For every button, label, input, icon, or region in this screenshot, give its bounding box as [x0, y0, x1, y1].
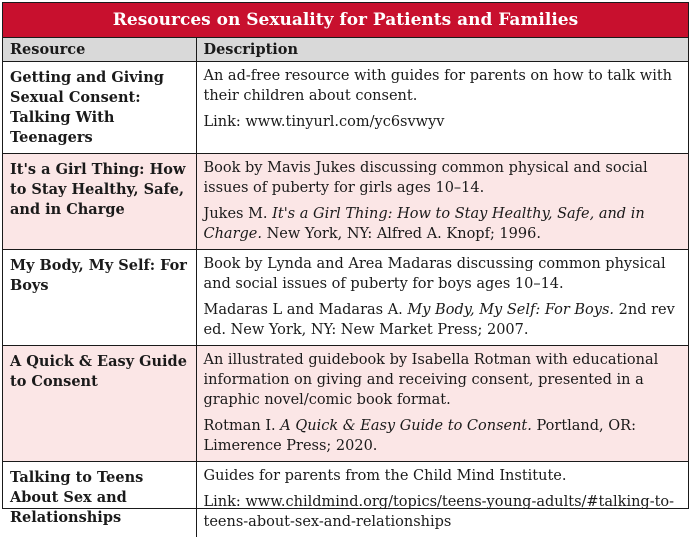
resource-description-cell — [196, 462, 688, 537]
resource-name: Getting and Giving Sexual Consent: Talking With Teenagers — [3, 62, 196, 154]
table-row — [3, 346, 688, 462]
citation-title: It's a Girl Thing: How to Stay Healthy, Safe, and in Charge. — [204, 206, 645, 242]
table-row — [3, 462, 688, 537]
resource-name: My Body, My Self: For Boys — [3, 250, 196, 346]
citation-publisher: 2nd rev ed. New York, NY: New Market Press; 2007. — [204, 302, 675, 338]
citation-publisher: New York, NY: Alfred A. Knopf; 1996. — [262, 226, 541, 242]
resource-citation — [204, 204, 682, 244]
citation-title: A Quick & Easy Guide to Consent. — [280, 418, 532, 434]
citation-text: Link: www.tinyurl.com/yc6svwyv — [204, 114, 445, 130]
resource-name: It's a Girl Thing: How to Stay Healthy, Safe, and in Charge — [3, 154, 196, 250]
table-row — [3, 250, 688, 346]
citation-publisher: Portland, OR: Limerence Press; 2020. — [204, 418, 636, 454]
citation-author: Rotman I. — [204, 418, 281, 434]
resource-name: Talking to Teens About Sex and Relationships — [3, 462, 196, 537]
resource-citation — [204, 492, 682, 532]
resource-description-cell — [196, 154, 688, 250]
column-header-resource: Resource — [3, 38, 196, 62]
table-row — [3, 62, 688, 154]
resource-description: An illustrated guidebook by Isabella Rotman with educational information on giving and receiving consent, presented in a graphic novel/comic book format. — [204, 350, 682, 410]
column-header-description: Description — [196, 38, 688, 62]
resource-citation — [204, 112, 682, 132]
citation-text: Link: www.childmind.org/topics/teens-young-adults/#talking-to-teens-about-sex-and-relationships — [204, 494, 675, 530]
resource-citation — [204, 416, 682, 456]
resource-name: A Quick & Easy Guide to Consent — [3, 346, 196, 462]
resource-description: An ad-free resource with guides for parents on how to talk with their children about consent. — [204, 66, 682, 106]
resources-table-box — [2, 2, 689, 509]
header-row — [3, 38, 688, 62]
citation-title: My Body, My Self: For Boys. — [407, 302, 614, 318]
table-row — [3, 154, 688, 250]
citation-author: Jukes M. — [204, 206, 273, 222]
resource-description: Guides for parents from the Child Mind Institute. — [204, 466, 682, 486]
resource-description: Book by Lynda and Area Madaras discussing common physical and social issues of puberty for boys ages 10–14. — [204, 254, 682, 294]
resource-description-cell — [196, 250, 688, 346]
resource-citation — [204, 300, 682, 340]
resource-description-cell — [196, 346, 688, 462]
resources-table — [3, 38, 688, 537]
resource-description: Book by Mavis Jukes discussing common physical and social issues of puberty for girls ages 10–14. — [204, 158, 682, 198]
table-title: Resources on Sexuality for Patients and Families — [3, 3, 688, 38]
citation-author: Madaras L and Madaras A. — [204, 302, 408, 318]
resource-description-cell — [196, 62, 688, 154]
